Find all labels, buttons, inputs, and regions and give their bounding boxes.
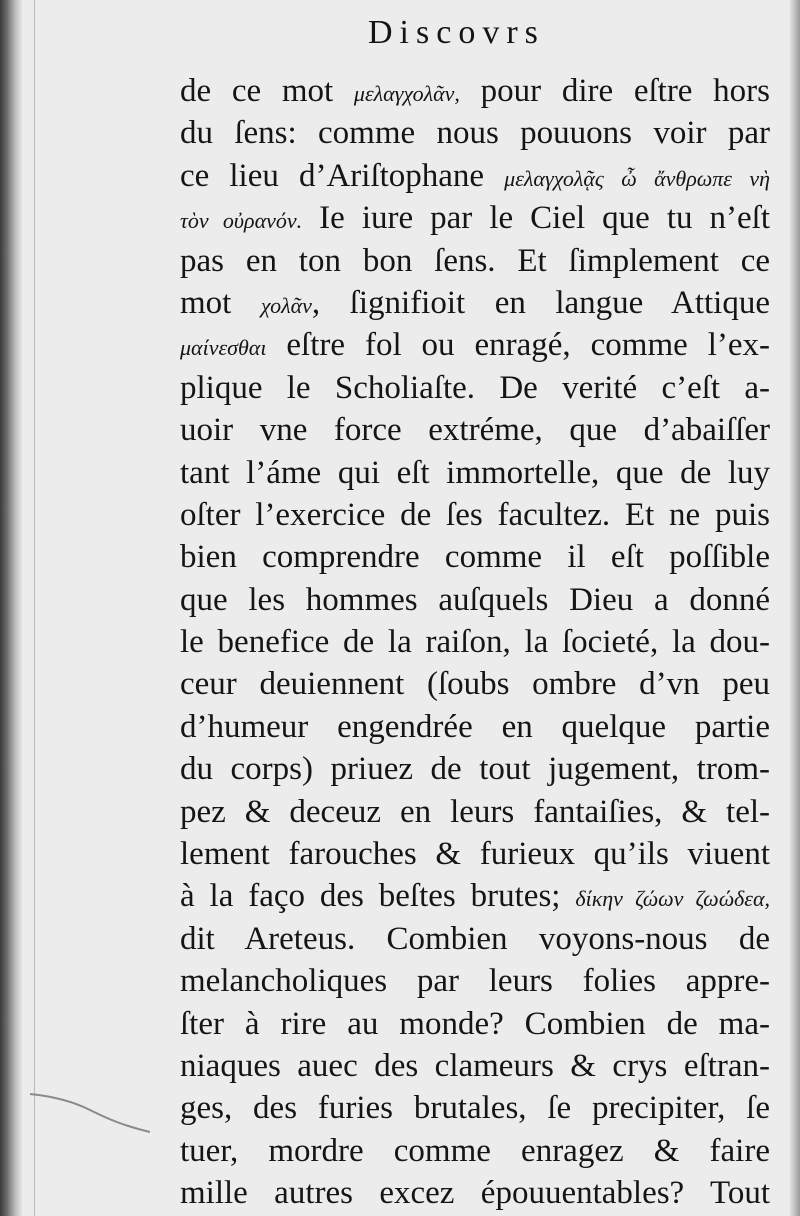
page-fold-line [34, 0, 35, 1216]
greek-phrase: μελαγχολᾶν, [353, 81, 460, 106]
text-segment: melancholiques par leurs folies appre- [180, 963, 770, 1000]
text-segment: de ce mot [180, 73, 354, 109]
text-line [180, 579, 770, 621]
text-segment: le benefice de la raiſon, la ſocieté, la dou- [180, 624, 770, 661]
text-segment: à la faço des beſtes brutes; [180, 878, 576, 915]
text-line [180, 1172, 770, 1214]
text-segment: ceur deuiennent (ſoubs ombre d’vn peu [180, 666, 770, 703]
text-line [180, 452, 770, 494]
text-line [180, 875, 770, 917]
text-segment: du ſens: comme nous pouuons voir par [180, 115, 770, 152]
text-segment: ges, des furies brutales, ſe precipiter, ſe [180, 1090, 770, 1127]
text-segment: ce lieu d’Ariſtophane [180, 157, 505, 194]
text-line [180, 1087, 770, 1129]
text-line [180, 1045, 770, 1087]
text-line [180, 197, 770, 239]
text-segment: lement farouches & furieux qu’ils viuent [180, 836, 770, 873]
text-line [180, 282, 770, 324]
text-segment: que les hommes auſquels Dieu a donné [180, 581, 770, 618]
text-segment: ſter à rire au monde? Combien de ma- [180, 1005, 770, 1042]
text-segment: uoir vne force extréme, que d’abaiſſer [180, 412, 770, 449]
text-line [180, 240, 770, 282]
text-line [180, 536, 770, 578]
page-gutter-shadow [0, 0, 22, 1216]
text-segment: mille autres excez épouuentables? Tout [180, 1175, 770, 1212]
text-line [180, 494, 770, 536]
greek-phrase: χολᾶν [260, 292, 312, 318]
text-segment: tant l’áme qui eſt immortelle, que de luy [180, 454, 770, 491]
text-segment: pour dire eſtre hors [459, 73, 770, 109]
text-segment: du corps) priuez de tout jugement, trom- [180, 751, 770, 788]
greek-phrase: δίκην ζώων ζωώδεα, [575, 886, 770, 912]
greek-phrase: τὸν οὐρανόν. [180, 208, 303, 234]
text-line [180, 367, 770, 409]
text-line [180, 155, 770, 197]
text-line [180, 663, 770, 705]
text-segment: pas en ton bon ſens. Et ſimplement ce [180, 242, 770, 279]
text-segment: tuer, mordre comme enragez & faire [180, 1132, 770, 1169]
text-line [180, 706, 770, 748]
page-right-edge [790, 0, 800, 1216]
text-line [180, 833, 770, 875]
text-segment: Ie iure par le Ciel que tu n’eſt [302, 200, 770, 237]
text-line [180, 960, 770, 1002]
text-segment: dit Areteus. Combien voyons-nous de [180, 920, 770, 957]
text-segment: bien comprendre comme il eſt poſſible [180, 539, 770, 576]
text-line [180, 621, 770, 663]
text-line [180, 409, 770, 451]
text-segment: oſter l’exercice de ſes facultez. Et ne puis [180, 496, 770, 533]
text-segment: , ſignifioit en langue Attique [311, 284, 770, 321]
text-line [180, 1130, 770, 1172]
greek-phrase: μελαγχολᾷς ὦ ἄνθρωπε νὴ [504, 165, 770, 191]
text-segment: pez & deceuz en leurs fantaiſies, & tel- [180, 793, 770, 830]
running-head: Discovrs [368, 14, 545, 51]
text-segment: mot [180, 284, 261, 321]
text-line [180, 70, 770, 112]
text-line [180, 1003, 770, 1045]
text-line [180, 748, 770, 790]
greek-phrase: μαίνεσθαι [180, 335, 267, 361]
text-line [180, 324, 770, 366]
body-text [180, 70, 770, 1215]
text-segment: eſtre fol ou enragé, comme l’ex- [266, 327, 770, 364]
text-line [180, 791, 770, 833]
text-segment: niaques auec des clameurs & crys eſtran- [180, 1047, 770, 1084]
text-segment: d’humeur engendrée en quelque partie [180, 708, 770, 745]
paper-tear-mark [30, 1086, 150, 1136]
text-line [180, 112, 770, 154]
text-line [180, 918, 770, 960]
text-segment: plique le Scholiaſte. De verité c’eſt a- [180, 369, 770, 406]
